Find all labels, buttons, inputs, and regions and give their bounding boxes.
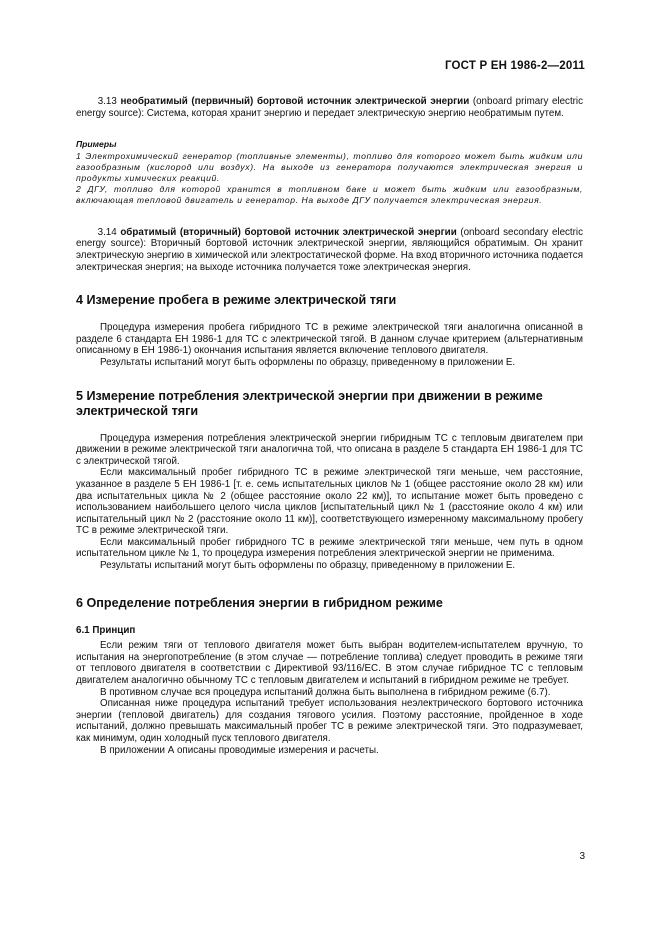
section-6-paragraph: Описанная ниже процедура испытаний требует использования неэлектрического бортового источника энергии (тепловой двигатель) для создания тягового усилия. Поэтому расстояние, пройденное в ходе испытаний, должно превышать максимальный пробег ТС в режиме электрической тяги. Это подразумевает, как минимум, один холодный пуск теплового двигателя. [76, 698, 583, 744]
section-6-paragraph: В противном случае вся процедура испытаний должна быть выполнена в гибридном режиме (6.7). [100, 686, 551, 698]
section-6-paragraph: В приложении А описаны проводимые измерения и расчеты. [100, 744, 379, 756]
clause-3-13 [76, 96, 583, 119]
clause-number: 3.13 [97, 96, 117, 107]
document-body [76, 96, 583, 756]
example-2: 2 ДГУ, топливо для которой хранится в топливном баке и может быть жидким или газообразным, включающая тепловой двигатель и генератор. На выходе ДГУ получается электрическая энергия. [76, 183, 583, 205]
page-number: 3 [579, 851, 585, 862]
section-4-paragraph: Результаты испытаний могут быть оформлены по образцу, приведенному в приложении Е. [100, 356, 516, 368]
section-5-paragraph: Если максимальный пробег гибридного ТС в режиме электрической тяги меньше, чем путь в одном испытательном цикле № 1, то процедура измерения потребления электрической энергии не применима. [76, 536, 583, 560]
section-4-paragraph: Процедура измерения пробега гибридного ТС в режиме электрической тяги аналогична описанной в разделе 6 стандарта ЕН 1986-1 для ТС с электрической тягой. В данном случае критерием (альтернативным описанному в ЕН 1986-1) окончания испытания является включение теплового двигателя. [76, 322, 583, 357]
section-4-title: 4 Измерение пробега в режиме электрической тяги [76, 293, 397, 308]
term-name: обратимый (вторичный) бортовой источник электрической энергии [120, 226, 457, 238]
subsection-6-1-title: 6.1 Принцип [76, 624, 136, 636]
clause-number: 3.14 [97, 226, 117, 238]
term-definition: (onboard primary electric energy source): Система, которая хранит энергию и передает электрическую энергию необратимым путем. [76, 96, 583, 119]
document-code-header: ГОСТ Р ЕН 1986-2—2011 [444, 60, 585, 72]
example-1: 1 Электрохимический генератор (топливные элементы), топливо для которого может быть жидким или газообразным (кислород или воздух). На выходе из генератора получаются электрическая энергия и продукты химических реакций. [76, 150, 583, 183]
term-definition: (onboard secondary electric energy source): Вторичный бортовой источник электрической энергии, являющийся обратимым. Он хранит электрическую энергию в химической или электростатической форме. На вход вторичного источника подается электрическая энергия; на выходе источника получается тоже электрическая энергия. [76, 226, 583, 273]
section-5-paragraph: Результаты испытаний могут быть оформлены по образцу, приведенному в приложении Е. [100, 560, 516, 572]
section-5-paragraph: Процедура измерения потребления электрической энергии гибридным ТС с тепловым двигателем при движении в режиме электрической тяги аналогична той, что описана в разделе 5 стандарта ЕН 1986-1 для ТС с электрической тягой. [76, 432, 583, 467]
section-6-paragraph: Если режим тяги от теплового двигателя может быть выбран водителем-испытателем вручную, то испытания на энергопотребление (в этом случае — потребление топлива) следует проводить в режиме тяги от теплового двигателя в соответствии с Директивой 93/116/ЕС. В этом случае гибридное ТС с тепловым двигателем аналогично обычному ТС с тепловым двигателем и испытаний в гибридном режиме не требует. [76, 640, 583, 687]
section-5-title: 5 Измерение потребления электрической энергии при движении в режиме электрической тяги [76, 388, 543, 418]
examples-heading: Примеры [76, 139, 117, 150]
section-5-paragraph: Если максимальный пробег гибридного ТС в режиме электрической тяги меньше, чем расстояние, указанное в разделе 5 ЕН 1986-1 [т. е. семь испытательных циклов № 1 (общее расстояние около 28 км) или два испытательных цикла № 2 (общее расстояние около 22 км)], то испытание может быть проведено с использованием наибольшего целого числа циклов [испытательный цикл № 1 (расстояние около 4 км) или испытательный цикл № 2 (расстояние около 11 км)], соответствующего измеренному максимальному пробегу ТС в режиме электрической тяги. [76, 467, 583, 537]
term-name: необратимый (первичный) бортовой источник электрической энергии [120, 96, 470, 107]
clause-3-14 [76, 227, 583, 273]
section-6-title: 6 Определение потребления энергии в гибридном режиме [76, 595, 443, 610]
